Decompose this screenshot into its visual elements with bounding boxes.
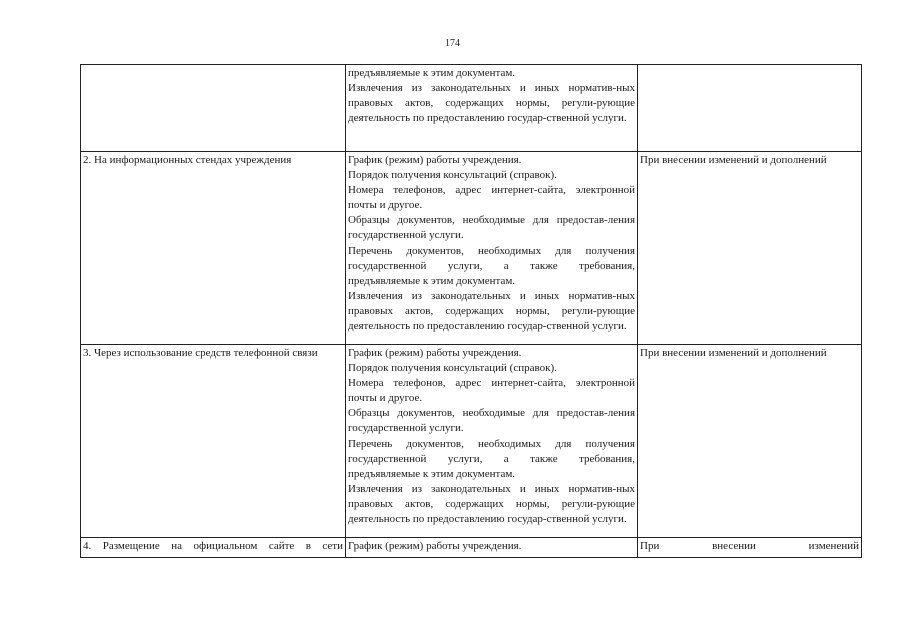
method-text: 4. Размещение на официальном сайте в сети <box>83 540 343 552</box>
table-row <box>81 65 862 152</box>
content-line: Номера телефонов, адрес интернет-сайта, электронной почты и другое. <box>348 377 635 405</box>
content-line: Образцы документов, необходимые для предостав-ления государственной услуги. <box>348 407 635 435</box>
content-line: График (режим) работы учреждения. <box>348 154 522 166</box>
content-line: Извлечения из законодательных и иных норматив-ных правовых актов, содержащих нормы, регули-рующие деятельность по предоставлению государ-ственной услуги. <box>348 482 635 526</box>
method-text: 2. На информационных стендах учреждения <box>83 154 292 166</box>
cell-method <box>81 345 346 538</box>
table-row <box>81 538 862 558</box>
page-number: 174 <box>445 38 460 49</box>
method-text: 3. Через использование средств телефонной связи <box>83 347 318 359</box>
content-line: Порядок получения консультаций (справок). <box>348 169 557 182</box>
content-line: График (режим) работы учреждения. <box>348 540 522 552</box>
content-line: Извлечения из законодательных и иных норматив-ных правовых актов, содержащих нормы, регули-рующие деятельность по предоставлению государ-ственной услуги. <box>348 289 635 333</box>
table-row <box>81 345 862 538</box>
cell-content <box>346 152 638 345</box>
cell-content <box>346 65 638 152</box>
content-line: предъявляемые к этим документам. <box>348 67 516 79</box>
content-line: График (режим) работы учреждения. <box>348 347 522 359</box>
cell-method <box>81 65 346 152</box>
table-row <box>81 152 862 345</box>
update-text: При внесении изменений и дополнений <box>640 347 827 359</box>
content-line: Перечень документов, необходимых для получения государственной услуги, а также требования, предъявляемые к этим документам. <box>348 244 635 287</box>
cell-update-frequency <box>638 65 862 152</box>
cell-content <box>346 538 638 558</box>
cell-method <box>81 152 346 345</box>
cell-update-frequency <box>638 538 862 558</box>
update-text: При внесении изменений и дополнений <box>640 154 827 166</box>
cell-method <box>81 538 346 558</box>
content-line: Извлечения из законодательных и иных норматив-ных правовых актов, содержащих нормы, регули-рующие деятельность по предоставлению государ-ственной услуги. <box>348 82 635 125</box>
cell-update-frequency <box>638 345 862 538</box>
update-text: При внесении изменений <box>640 540 859 552</box>
content-line: Перечень документов, необходимых для получения государственной услуги, а также требования, предъявляемые к этим документам. <box>348 437 635 480</box>
content-line: Номера телефонов, адрес интернет-сайта, электронной почты и другое. <box>348 184 635 212</box>
cell-update-frequency <box>638 152 862 345</box>
content-line: Образцы документов, необходимые для предостав-ления государственной услуги. <box>348 214 635 242</box>
cell-content <box>346 345 638 538</box>
info-table <box>80 64 862 558</box>
content-line: Порядок получения консультаций (справок). <box>348 362 557 375</box>
